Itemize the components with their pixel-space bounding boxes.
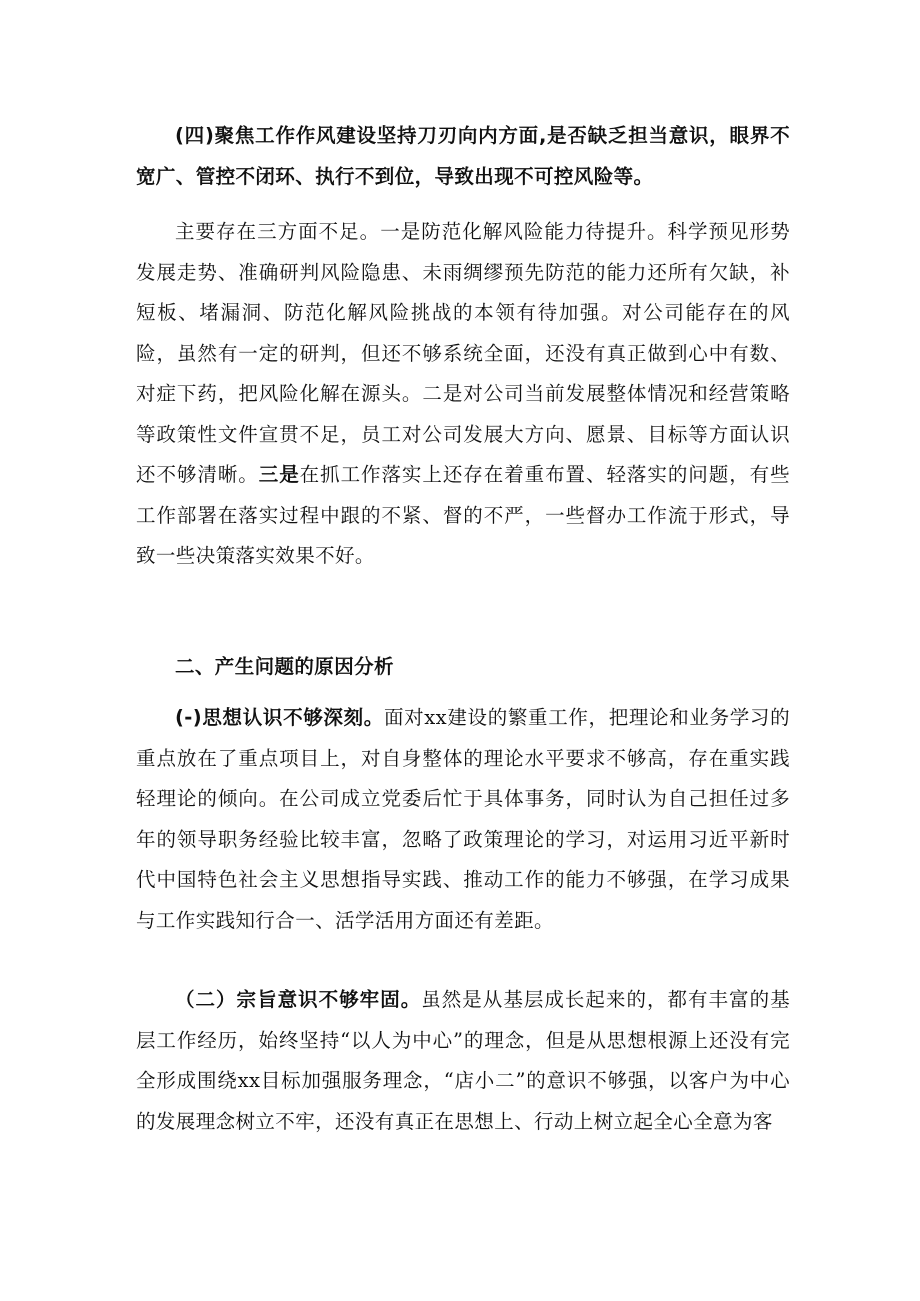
section4-title: (四)聚焦工作作风建设坚持刀刃向内方面,是否缺乏担当意识，眼界不宽广、管控不闭环、执行不到位，导致出现不可控风险等。 — [136, 124, 790, 188]
cause2-paragraph — [136, 980, 790, 1142]
cause2-lead: （二）宗旨意识不够牢固。 — [175, 988, 422, 1011]
cause1-paragraph — [136, 698, 790, 941]
cause1-lead: (-)思想认识不够深刻。 — [175, 706, 384, 729]
cause1-text: 面对xx建设的繁重工作，把理论和业务学习的重点放在了重点项目上，对自身整体的理论水平要求不够高，存在重实践轻理论的倾向。在公司成立党委后忙于具体事务，同时认为自己担任过多年的领导职务经验比较丰富，忽略了政策理论的学习，对运用习近平新时代中国特色社会主义思想指导实践、推动工作的能力不够强，在学习成果与工作实践知行合一、活学活用方面还有差距。 — [136, 706, 790, 932]
section4-body-lead-bold: 三是 — [258, 463, 300, 486]
section4-body-text-b: 在抓工作落实上还存在着重布置、轻落实的问题，有些工作部署在落实过程中跟的不紧、督的不严，一些督办工作流于形式，导致一些决策落实效果不好。 — [136, 463, 790, 567]
cause2-text: 虽然是从基层成长起来的，都有丰富的基层工作经历，始终坚持“以人为中心”的理念，但是从思想根源上还没有完全形成围绕xx目标加强服务理念，“店小二”的意识不够强，以客户为中心的发展理念树立不牢，还没有真正在思想上、行动上树立起全心全意为客 — [136, 988, 790, 1133]
section4-body-text-a: 主要存在三方面不足。一是防范化解风险能力待提升。科学预见形势发展走势、准确研判风险隐患、未雨绸缪预先防范的能力还所有欠缺，补短板、堵漏洞、防范化解风险挑战的本领有待加强。对公司能存在的风险，虽然有一定的研判，但还不够系统全面，还没有真正做到心中有数、对症下药，把风险化解在源头。二是对公司当前发展整体情况和经营策略等政策性文件宣贯不足，员工对公司发展大方向、愿景、目标等方面认识还不够清晰。 — [136, 220, 790, 486]
section4-body-paragraph — [136, 212, 790, 577]
section-heading-cause-analysis: 二、产生问题的原因分析 — [175, 655, 394, 678]
